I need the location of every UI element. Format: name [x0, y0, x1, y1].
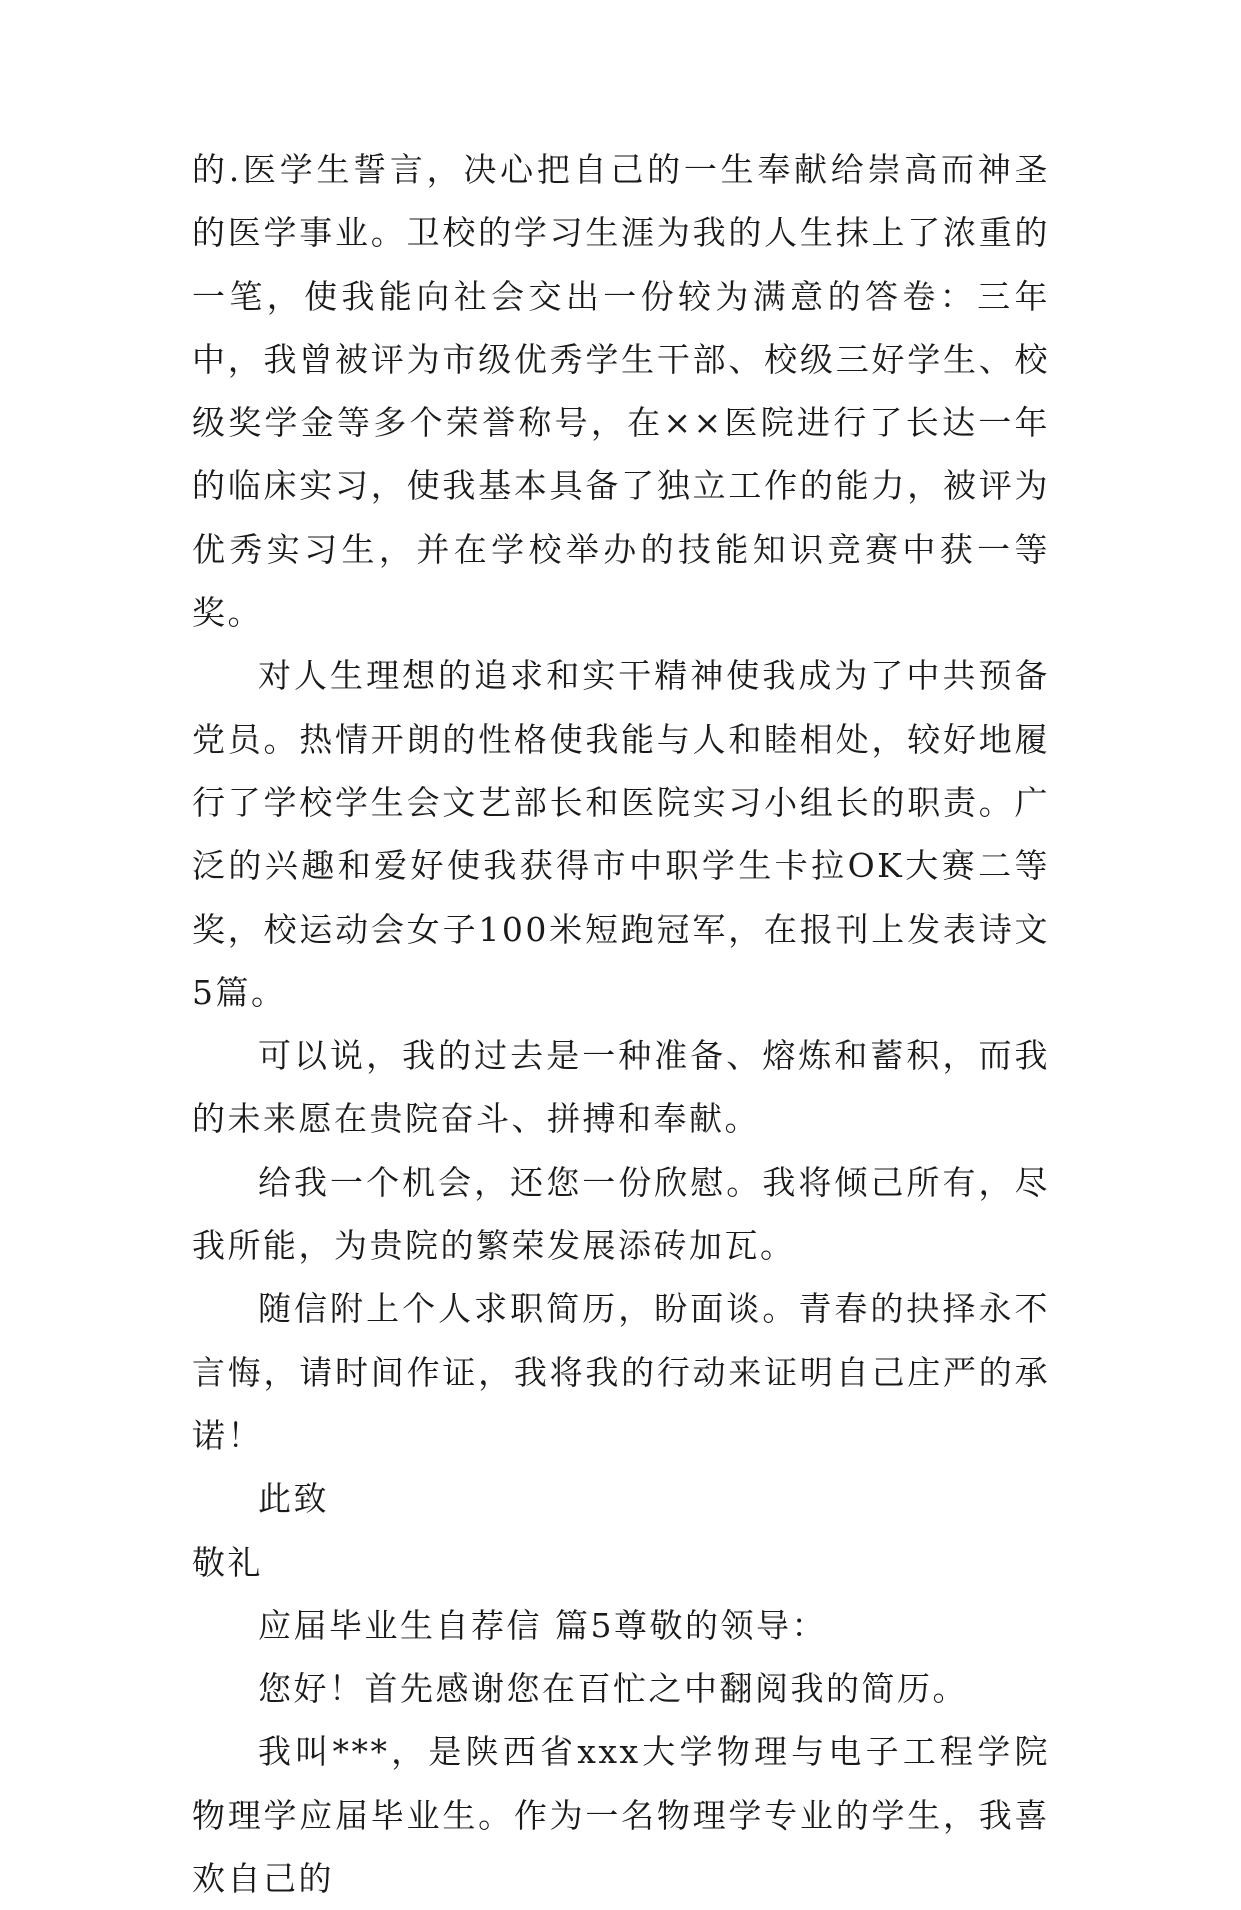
greeting-line: 您好！首先感谢您在百忙之中翻阅我的简历。: [258, 1669, 968, 1709]
paragraph-ideals: 对人生理想的追求和实干精神使我成为了中共预备党员。热情开朗的性格使我能与人和睦相处，较好地履行了学校学生会文艺部长和医院实习小组长的职责。广泛的兴趣和爱好使我获得市中职学生卡拉OK大赛二等奖，校运动会女子100米短跑冠军，在报刊上发表诗文5篇。: [192, 656, 1050, 1012]
document-body: [192, 138, 1050, 1910]
paragraph-attachment: 随信附上个人求职简历，盼面谈。青春的抉择永不言悔，请时间作证，我将我的行动来证明自己庄严的承诺！: [192, 1289, 1050, 1455]
closing-regards: 敬礼: [192, 1542, 263, 1582]
paragraph-continued-intro: 的.医学生誓言，决心把自己的一生奉献给崇高而神圣的医学事业。卫校的学习生涯为我的人生抹上了浓重的一笔，使我能向社会交出一份较为满意的答卷：三年中，我曾被评为市级优秀学生干部、校级三好学生、校级奖学金等多个荣誉称号，在××医院进行了长达一年的临床实习，使我基本具备了独立工作的能力，被评为优秀实习生，并在学校举办的技能知识竞赛中获一等奖。: [192, 150, 1050, 633]
paragraph-give-chance: 给我一个机会，还您一份欣慰。我将倾己所有，尽我所能，为贵院的繁荣发展添砖加瓦。: [192, 1162, 1050, 1266]
closing-salutation: 此致: [258, 1479, 329, 1519]
paragraph-self-intro: 我叫***，是陕西省xxx大学物理与电子工程学院物理学应届毕业生。作为一名物理学专业的学生，我喜欢自己的: [192, 1732, 1050, 1899]
letter-heading: 应届毕业生自荐信 篇5尊敬的领导：: [258, 1605, 827, 1645]
paragraph-past-future: 可以说，我的过去是一种准备、熔炼和蓄积，而我的未来愿在贵院奋斗、拼搏和奉献。: [192, 1036, 1050, 1139]
